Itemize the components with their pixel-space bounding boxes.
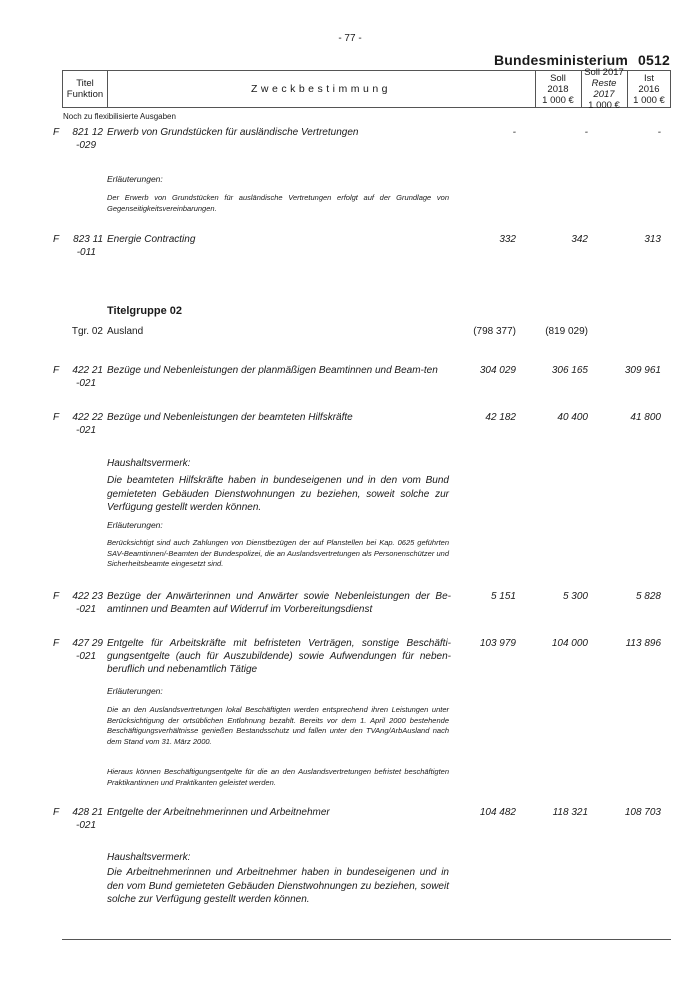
note-text: Die Arbeitnehmerinnen und Arbeitnehmer haben in bundeseigenen und in den vom Bund gemieteten Gebäuden Dienstwohnungen zu beziehen, soweit solche zur Verfügung gestellt werden können. bbox=[107, 867, 449, 905]
note-label: Haushaltsvermerk: bbox=[107, 852, 191, 863]
footer-divider bbox=[62, 939, 671, 940]
chapter-code: 0512 bbox=[638, 52, 670, 68]
header-soll-2018: Soll 2018 1 000 € bbox=[535, 71, 582, 107]
note-label: Erläuterungen: bbox=[107, 174, 163, 184]
header-zweckbestimmung: Zweckbestimmung bbox=[107, 71, 536, 107]
table-header bbox=[62, 67, 671, 111]
header-soll-2017: Soll 2017 Reste 2017 1 000 € bbox=[581, 71, 628, 107]
note-text: Die beamteten Hilfskräfte haben in bundeseigenen und in den vom Bund gemieteten Gebäuden Dienstwohnungen zu beziehen, soweit solche zur Verfügung gestellt werden können. bbox=[107, 475, 449, 513]
note-text: Hieraus können Beschäftigungsentgelte für die an den Auslandsvertretungen befristet beschäftigten Praktikantinnen und Praktikanten geleistet werden. bbox=[107, 767, 449, 787]
note-label: Erläuterungen: bbox=[107, 686, 163, 696]
page-number: - 77 - bbox=[338, 33, 362, 44]
ministry-heading bbox=[494, 52, 670, 68]
note-text: Die an den Auslandsvertretungen lokal Beschäftigten werden entsprechend ihren Leistungen unter Berücksichtigung der ortsüblichen Entlohnung bezahlt. Bereits vor dem 1. April 2000 bestehende Beschäftigungsverhältnisse genießen Bestandsschutz und fallen unter den TVAng/ArbAusland nach dem Stand vom 31. März 2000. bbox=[107, 705, 449, 746]
note-text: Der Erwerb von Grundstücken für ausländische Vertretungen erfolgt auf der Grundlage von Gegenseitigkeitsvereinbarungen. bbox=[107, 193, 449, 213]
section-caption: Noch zu flexibilisierte Ausgaben bbox=[63, 112, 176, 121]
ministry-name: Bundesministerium bbox=[493, 52, 629, 68]
header-ist-2016: Ist 2016 1 000 € bbox=[633, 72, 665, 106]
note-label: Erläuterungen: bbox=[107, 520, 163, 530]
note-label: Haushaltsvermerk: bbox=[107, 458, 191, 469]
titelgruppe-heading: Titelgruppe 02 bbox=[107, 305, 182, 317]
note-text: Berücksichtigt sind auch Zahlungen von Dienstbezügen der auf Planstellen bei Kap. 0625 geführten SAV-Beamtinnen/-Beamten der Bundespolizei, die an Auslandsvertretungen als Personenschützer und Sicherheitsbeamte eingesetzt sind. bbox=[107, 538, 449, 568]
header-titel: Titel Funktion bbox=[63, 71, 108, 107]
